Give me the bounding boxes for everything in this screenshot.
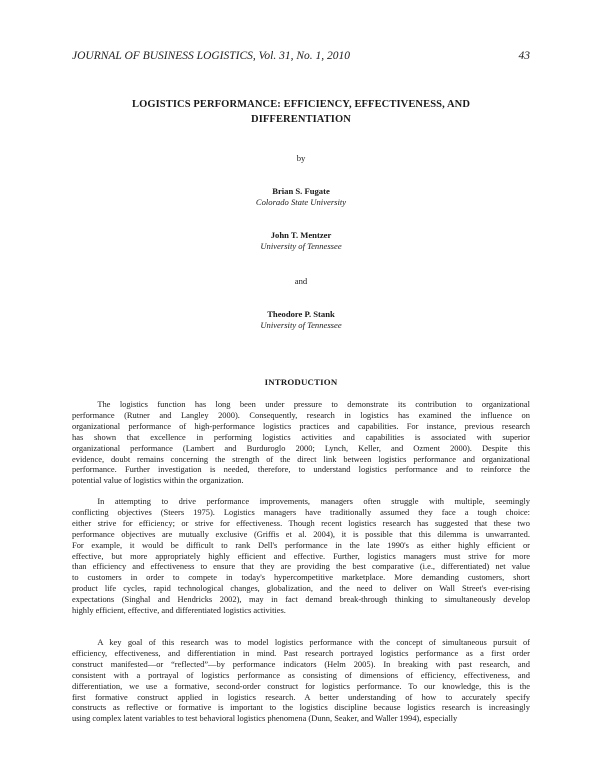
paragraph-line: to customers in order to compete in today's hypercompetitive marketplace. More demanding customers, short <box>72 572 530 583</box>
paragraph-line: The logistics function has long been under pressure to demonstrate its contribution to organizational <box>72 399 530 409</box>
paragraph-line: expectations (Singhal and Hendricks 2002), may in fact demand break-through thinking to simultaneously develop <box>72 594 530 605</box>
paragraph-line: In attempting to drive performance improvements, managers often struggle with multiple, seemingly <box>72 496 530 506</box>
paragraph-line: A key goal of this research was to model logistics performance with the concept of simultaneous pursuit of <box>72 637 530 647</box>
paragraph-3 <box>72 637 530 724</box>
paragraph-line: For example, it would be difficult to rank Dell's performance in the late 1990's as either highly efficient or <box>72 539 530 550</box>
running-header <box>72 50 530 62</box>
paragraph-line: product life cycles, rapid technological changes, globalization, and the need to deliver on Wall Street's ever-rising <box>72 583 530 594</box>
author-name: Theodore P. Stank <box>267 309 335 319</box>
paragraph-line: performance. Further investigation is needed, therefore, to understand logistics performance and to reinforce the <box>72 464 530 475</box>
author-block-3 <box>72 309 530 331</box>
author-affiliation: University of Tennessee <box>260 320 342 330</box>
author-name: John T. Mentzer <box>270 230 332 240</box>
paragraph-line: consistent with a portrayal of logistics performance as consisting of dimensions of efficiency, effectiveness, and <box>72 669 530 680</box>
title-line-2: DIFFERENTIATION <box>251 114 351 125</box>
author-block-1 <box>72 186 530 208</box>
author-block-2 <box>72 230 530 252</box>
paragraph-line: than efficiency and effectiveness to ensure that they are providing the best comparative (i.e., differentiated) net value <box>72 561 530 572</box>
paper-title <box>72 97 530 127</box>
paragraph-line: efficiency, effectiveness, and differentiation in mind. Past research portrayed logistics performance as a first order <box>72 647 530 658</box>
author-affiliation: University of Tennessee <box>260 241 342 251</box>
paragraph-line: potential value of logistics within the organization. <box>72 475 244 486</box>
paragraph-line: using complex latent variables to test behavioral logistics phenomena (Dunn, Seaker, and Waller 1994), especially <box>72 713 458 724</box>
byline: by <box>296 153 306 163</box>
paragraph-line: performance (Rutner and Langley 2000). Consequently, research in logistics has examined the influence on <box>72 409 530 420</box>
author-name: Brian S. Fugate <box>272 186 330 196</box>
paragraph-line: either strive for efficiency; or strive for effectiveness. Though recent logistics research has suggested that these two <box>72 517 530 528</box>
title-line-1: LOGISTICS PERFORMANCE: EFFICIENCY, EFFECTIVENESS, AND <box>131 99 471 110</box>
paragraph-line: construct manifested—or “reflected”—by performance indicators (Helm 2005). In breaking with past research, and <box>72 658 530 669</box>
section-heading: INTRODUCTION <box>264 377 338 387</box>
paragraph-line: effective, but more appropriately highly efficient and effective. Further, logistics managers must strive for more <box>72 550 530 561</box>
author-affiliation: Colorado State University <box>255 197 347 207</box>
paragraph-2 <box>72 496 530 616</box>
paragraph-line: performance objectives are mutually exclusive (Griffis et al. 2004), it is possible that this dilemma is unwarranted. <box>72 528 530 539</box>
journal-citation: JOURNAL OF BUSINESS LOGISTICS, Vol. 31, No. 1, 2010 <box>72 50 351 62</box>
page-number: 43 <box>518 50 530 62</box>
paragraph-line: differentiation, we use a formative, second-order construct for logistics performance. To our knowledge, this is the <box>72 680 530 691</box>
paragraph-line: organizational performance (Lambert and Burduroglo 2000; Lynch, Keller, and Ozment 2000). Despite this <box>72 442 530 453</box>
and-separator: and <box>294 276 308 286</box>
paragraph-line: conflicting objectives (Steers 1975). Logistics managers have traditionally assumed they face a tough choice: <box>72 506 530 517</box>
paragraph-line: organizational performance of high-performance logistics practices and capabilities. For instance, previous research <box>72 420 530 431</box>
paragraph-line: evidence, doubt remains concerning the strength of the direct link between logistics performance and organizational <box>72 453 530 464</box>
paragraph-line: has shown that excellence in performing logistics activities and capabilities is associated with superior <box>72 431 530 442</box>
paragraph-line: highly efficient, effective, and differentiated logistics activities. <box>72 605 286 616</box>
paragraph-line: first formative construct applied in logistics research. A better understanding of how to accurately specify <box>72 691 530 702</box>
paragraph-1 <box>72 399 530 486</box>
paragraph-line: constructs as reflective or formative is important to the logistics discipline because logistics research is increasingly <box>72 702 530 713</box>
